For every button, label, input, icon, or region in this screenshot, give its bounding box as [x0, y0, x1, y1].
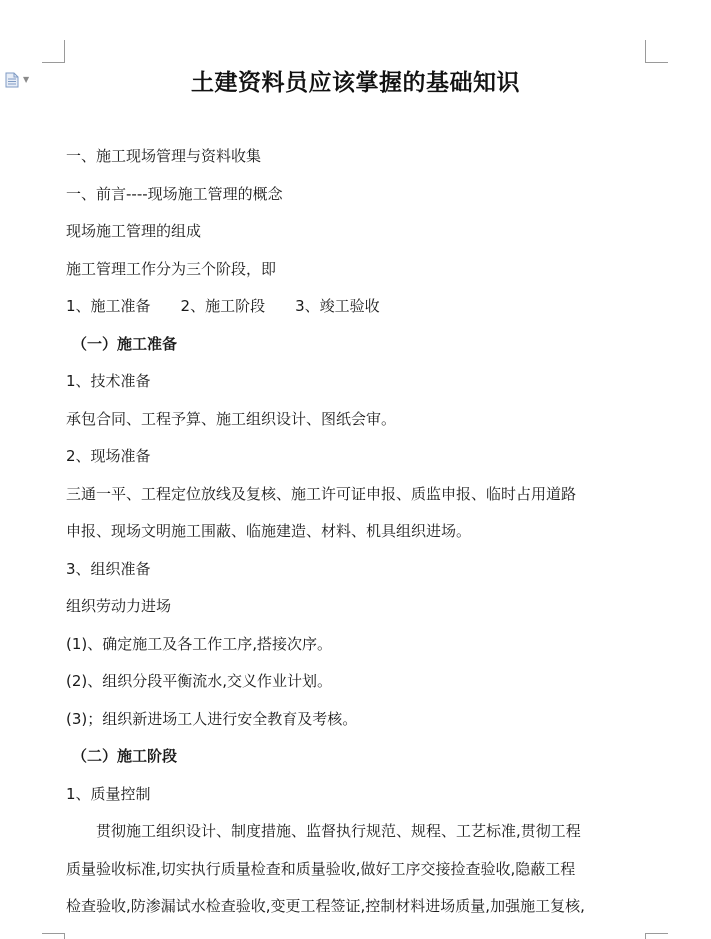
- document-body: [66, 138, 646, 926]
- paragraph: 三通一平、工程定位放线及复核、施工许可证申报、质监申报、临时占用道路: [66, 484, 577, 503]
- stage-item: 2、施工阶段: [180, 297, 266, 315]
- paragraph: 承包合同、工程予算、施工组织设计、图纸会审。: [66, 409, 397, 428]
- paragraph: 3、组织准备: [66, 559, 151, 578]
- page-corner-mark-bottom-right: [645, 933, 668, 939]
- stage-item: 3、竣工验收: [295, 297, 380, 315]
- list-item: (3)；组织新进场工人进行安全教育及考核。: [66, 709, 358, 728]
- page-corner-mark-top-left: [42, 40, 65, 63]
- paragraph: 贯彻施工组织设计、制度措施、监督执行规范、规程、工艺标准,贯彻工程: [96, 822, 581, 840]
- paragraph: 1、技术准备: [66, 372, 151, 390]
- paragraph: 质量验收标准,切实执行质量检查和质量验收,做好工序交接捡查验收,隐蔽工程: [66, 859, 576, 878]
- paragraph: 一、前言----现场施工管理的概念: [66, 184, 283, 203]
- chevron-down-icon[interactable]: ▼: [23, 75, 30, 84]
- paragraph: 施工管理工作分为三个阶段，即: [66, 259, 277, 278]
- paragraph: 申报、现场文明施工围蔽、临施建造、材料、机具组织进场。: [66, 522, 472, 540]
- paragraph: 现场施工管理的组成: [66, 222, 202, 240]
- subsection-heading: （一）施工准备: [72, 334, 178, 353]
- list-item: (1)、确定施工及各工作工序,搭接次序。: [66, 634, 333, 653]
- list-item: (2)、组织分段平衡流水,交义作业计划。: [66, 672, 333, 690]
- stage-item: 1、施工准备: [66, 297, 151, 315]
- subsection-heading: （二）施工阶段: [72, 747, 178, 765]
- paragraph: 组织劳动力进场: [66, 597, 172, 615]
- page-corner-mark-top-right: [645, 40, 668, 63]
- paragraph: 检查验收,防渗漏试水检查验收,变更工程签证,控制材料进场质量,加强施工复核,: [66, 897, 585, 915]
- page-corner-mark-bottom-left: [42, 933, 65, 939]
- document-title: 土建资料员应该掌握的基础知识: [191, 69, 520, 96]
- section-heading: 一、施工现场管理与资料收集: [66, 147, 262, 165]
- paragraph: 2、现场准备: [66, 447, 151, 465]
- stages-line: [66, 288, 646, 326]
- paragraph: 1、质量控制: [66, 784, 151, 803]
